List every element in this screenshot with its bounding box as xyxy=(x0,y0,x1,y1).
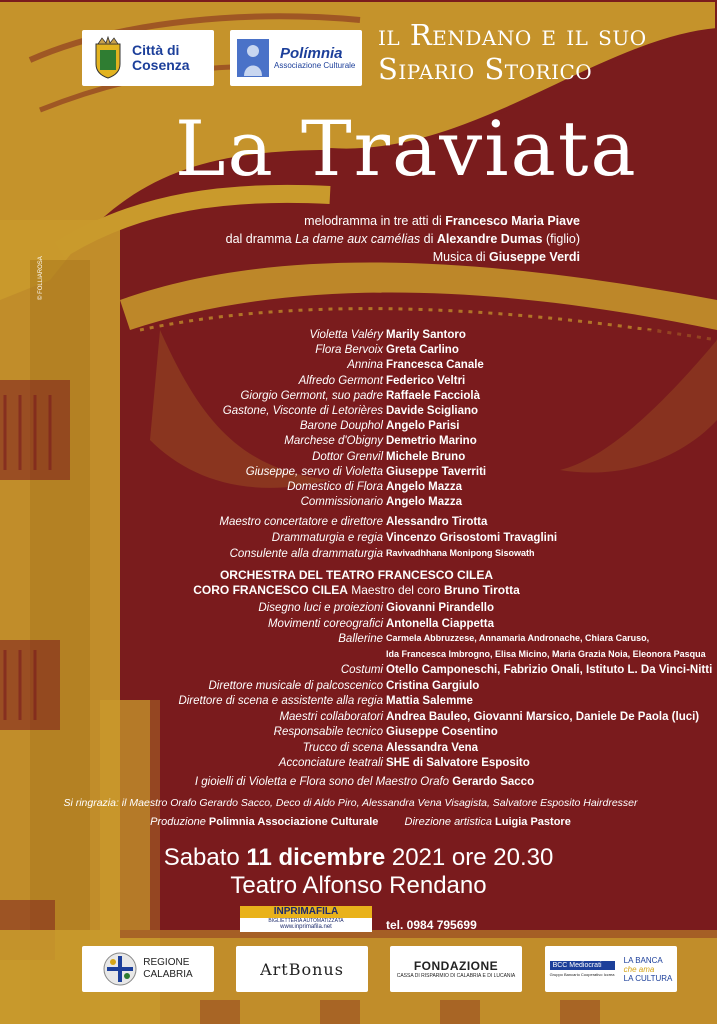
event-venue: Teatro Alfonso Rendano xyxy=(230,872,487,899)
subtitle-line-2-text: dal dramma xyxy=(225,232,296,246)
cast-name: Federico Veltri xyxy=(386,374,466,387)
cast-role: Dottor Grenvil xyxy=(312,450,383,463)
crew-name: Giuseppe Cosentino xyxy=(386,726,498,738)
cast-name: Greta Carlino xyxy=(386,344,459,357)
photo-credit: © FOLLIAROSA xyxy=(38,256,44,300)
fondazione-sub: CASSA DI RISPARMIO DI CALABRIA E DI LUCANIA xyxy=(396,973,516,979)
crew-role: Ballerine xyxy=(338,633,383,645)
crew-role: Disegno luci e proiezioni xyxy=(258,602,383,614)
crew-name: Ida Francesca Imbrogno, Elisa Micino, Maria Grazia Noia, Eleonora Pasqua xyxy=(386,648,706,659)
crew-role: Costumi xyxy=(340,664,383,676)
cast-name: Marily Santoro xyxy=(386,329,466,341)
crew-role: Direttore musicale di palcoscenico xyxy=(208,679,383,692)
cast-role: Marchese d'Obigny xyxy=(284,435,383,448)
cosenza-line1: Città di xyxy=(132,42,180,58)
bcc-logo xyxy=(545,946,677,992)
cast-role: Barone Douphol xyxy=(299,420,383,433)
subtitle-line-2-post: (figlio) xyxy=(542,232,580,246)
regione-line1: REGIONE xyxy=(143,957,190,968)
direction-role: Drammaturgia e regia xyxy=(271,532,383,544)
cast-name: Michele Bruno xyxy=(386,450,466,463)
polimnia-name: Polímnia xyxy=(280,44,343,62)
composer-name: Giuseppe Verdi xyxy=(488,250,580,264)
crew-role: Acconciature teatrali xyxy=(278,757,383,769)
citta-di-cosenza-logo xyxy=(82,30,214,86)
artistic-direction-value: Luigia Pastore xyxy=(495,816,571,828)
subtitle-line-3-text: Musica di xyxy=(432,250,489,264)
cosenza-line2: Cosenza xyxy=(132,57,190,73)
cast-name: Angelo Parisi xyxy=(386,420,460,433)
polimnia-sub: Associazione Culturale xyxy=(274,60,356,70)
event-date xyxy=(0,844,717,872)
production-line xyxy=(2,816,717,828)
cast-name: Angelo Mazza xyxy=(386,481,463,493)
crew-name: Mattia Salemme xyxy=(386,695,473,707)
crew-name: Alessandra Vena xyxy=(386,741,479,754)
inprimafila-logo xyxy=(240,906,372,932)
bcc-sub: Gruppo Bancario Cooperativo Iccrea xyxy=(549,972,615,977)
event-day: Sabato xyxy=(163,844,247,871)
cast-role: Giorgio Germont, suo padre xyxy=(240,389,383,402)
source-work: La dame aux camélias xyxy=(295,232,421,246)
cast-role: Violetta Valéry xyxy=(309,329,383,341)
regione-line2: CALABRIA xyxy=(143,969,193,980)
inprimafila-url: www.inprimafila.net xyxy=(280,924,332,930)
chorus-master-name: Bruno Tirotta xyxy=(443,583,520,597)
crew-name: Carmela Abbruzzese, Annamaria Andronache, Chiara Caruso, xyxy=(386,633,650,643)
crew-role: Responsabile tecnico xyxy=(273,726,383,738)
direction-name: Ravivadhhana Monipong Sisowath xyxy=(386,548,535,558)
crew-role: Direttore di scena e assistente alla regia xyxy=(178,695,383,707)
subtitle-line-2 xyxy=(226,232,580,246)
cast-role: Giuseppe, servo di Violetta xyxy=(245,465,383,478)
orchestra-line: ORCHESTRA DEL TEATRO FRANCESCO CILEA xyxy=(219,568,494,582)
cosenza-crest-icon xyxy=(90,36,126,80)
polimnia-logo xyxy=(230,30,362,86)
crew-role: Trucco di scena xyxy=(302,741,383,754)
production-value: Polimnia Associazione Culturale xyxy=(208,816,379,828)
subtitle-line-3 xyxy=(433,250,580,264)
opera-title: La Traviata xyxy=(175,104,638,193)
crew-role: Movimenti coreografici xyxy=(267,617,383,630)
header-line-2: Sipario Storico xyxy=(378,52,593,86)
regione-calabria-logo xyxy=(82,946,214,992)
dumas-name: Alexandre Dumas xyxy=(436,232,543,246)
crew-role: Maestri collaboratori xyxy=(279,710,383,723)
crew-name: Antonella Ciappetta xyxy=(386,617,494,630)
crew-name: Giovanni Pirandello xyxy=(386,602,494,614)
event-time: 2021 ore 20.30 xyxy=(385,844,554,871)
subtitle-line-1 xyxy=(304,214,580,228)
direction-role: Maestro concertatore e direttore xyxy=(219,516,383,528)
phone-number: tel. 0984 795699 xyxy=(386,918,477,932)
cast-name: Demetrio Marino xyxy=(386,435,477,448)
direction-role: Consulente alla drammaturgia xyxy=(229,548,383,560)
artistic-direction-label: Direzione artistica xyxy=(404,816,496,828)
cast-role: Flora Bervoix xyxy=(315,344,383,357)
bcc-tag2: che ama xyxy=(623,964,655,974)
jeweller-name: Gerardo Sacco xyxy=(452,776,535,788)
chorus-line xyxy=(0,583,715,597)
thanks-line: Si ringrazia: il Maestro Orafo Gerardo Sacco, Deco di Aldo Piro, Alessandra Vena Visagista, Salvatore Esposito Hairdresser xyxy=(63,797,638,809)
cast-name: Davide Scigliano xyxy=(386,405,479,417)
cast-role: Annina xyxy=(347,359,383,372)
inprimafila-sub: BIGLIETTERIA AUTOMATIZZATA xyxy=(268,918,344,924)
jewels-text: I gioielli di Violetta e Flora sono del Maestro Orafo xyxy=(194,776,453,788)
event-date-bold: 11 dicembre xyxy=(246,844,386,871)
artbonus-logo: ArtBonus xyxy=(236,946,368,992)
cast-role: Domestico di Flora xyxy=(287,481,383,493)
chorus-master-label: Maestro del coro xyxy=(347,583,444,597)
jewels-line xyxy=(6,776,717,788)
cast-role: Gastone, Visconte di Letorières xyxy=(222,405,383,417)
bcc-tag1: LA BANCA xyxy=(623,955,663,965)
production-label: Produzione xyxy=(150,816,209,828)
polimnia-figure-icon xyxy=(236,38,270,78)
bcc-tag3: LA CULTURA xyxy=(623,973,673,983)
cast-name: Francesca Canale xyxy=(386,359,484,372)
direction-name: Alessandro Tirotta xyxy=(386,516,488,528)
cast-role: Alfredo Germont xyxy=(298,374,383,387)
header-line-1: il Rendano e il suo xyxy=(378,18,647,52)
cast-name: Angelo Mazza xyxy=(386,496,463,509)
regione-crest-icon xyxy=(103,952,137,986)
fondazione-name: FONDAZIONE xyxy=(413,959,499,973)
subtitle-line-2-di: di xyxy=(420,232,437,246)
cast-role: Commissionario xyxy=(300,496,383,509)
subtitle-line-1-text: melodramma in tre atti di xyxy=(304,214,446,228)
direction-name: Vincenzo Grisostomi Travaglini xyxy=(386,532,558,544)
crew-name: Otello Camponeschi, Fabrizio Onali, Istituto L. Da Vinci-Nitti xyxy=(386,664,713,676)
crew-name: Cristina Gargiulo xyxy=(386,679,480,692)
fondazione-logo xyxy=(390,946,522,992)
librettist-name: Francesco Maria Piave xyxy=(445,214,580,228)
bcc-name: BCC Mediocrati xyxy=(550,961,615,970)
chorus-name: CORO FRANCESCO CILEA xyxy=(193,583,348,597)
inprimafila-name: INPRIMAFILA xyxy=(240,906,372,918)
cast-name: Raffaele Facciolà xyxy=(386,389,480,402)
crew-name: Andrea Bauleo, Giovanni Marsico, Daniele De Paola (luci) xyxy=(386,710,700,723)
crew-name: SHE di Salvatore Esposito xyxy=(386,757,530,769)
cast-name: Giuseppe Taverriti xyxy=(386,465,487,478)
